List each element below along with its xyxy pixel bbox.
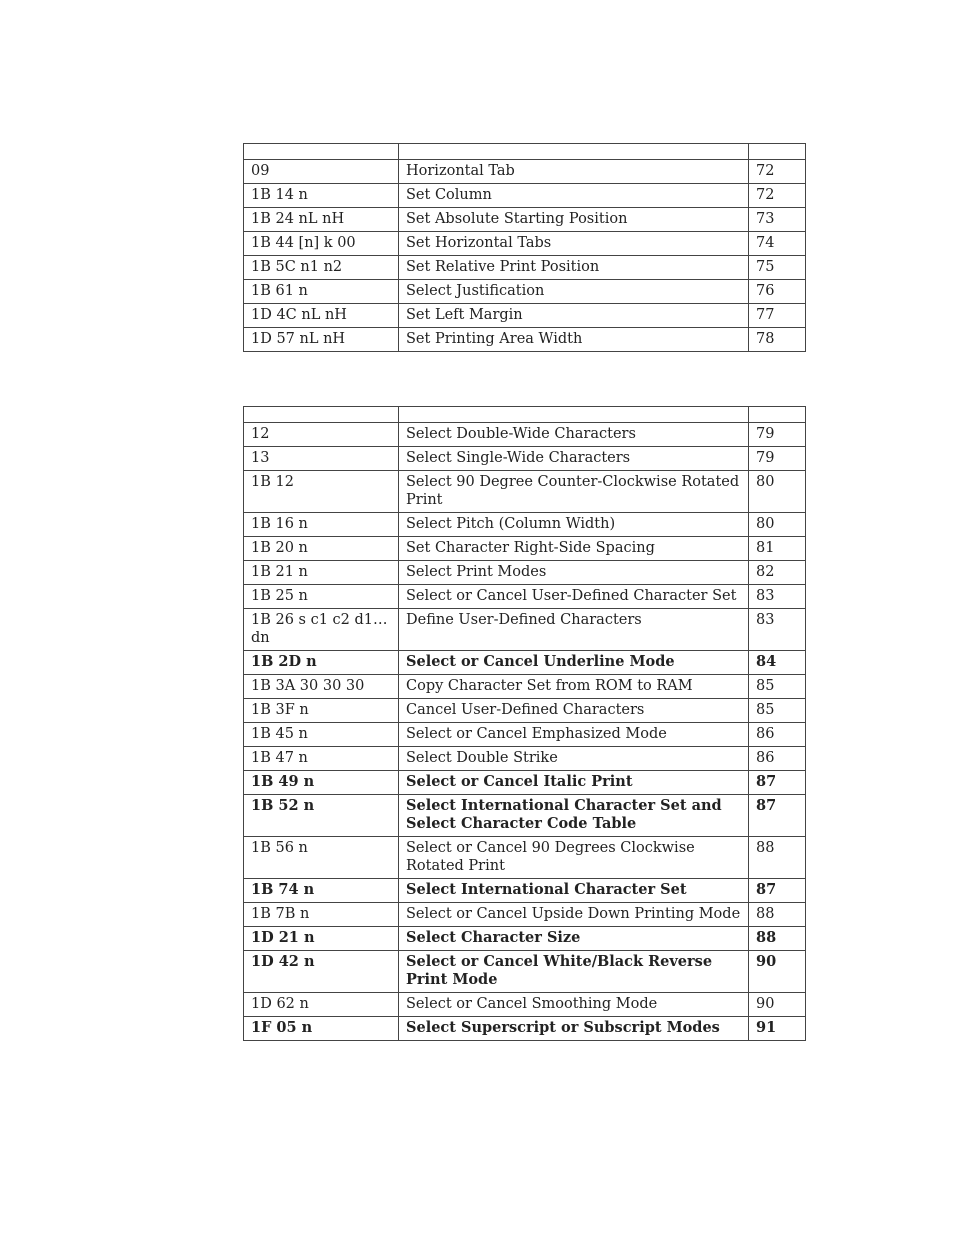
command-function-cell: Select Double-Wide Characters: [399, 423, 749, 447]
page-number-cell: 86: [749, 747, 806, 771]
table-header-row: [244, 407, 806, 423]
command-function-cell: Set Column: [399, 184, 749, 208]
command-function-cell: Select Superscript or Subscript Modes: [399, 1017, 749, 1041]
page-header: [749, 407, 806, 423]
command-function-cell: Select Justification: [399, 280, 749, 304]
page-number-cell: 87: [749, 771, 806, 795]
command-code-cell: 1B 49 n: [244, 771, 399, 795]
command-code-cell: 1B 3F n: [244, 699, 399, 723]
command-code-cell: 1B 45 n: [244, 723, 399, 747]
code-header: [244, 144, 399, 160]
command-code-cell: 1B 44 [n] k 00: [244, 232, 399, 256]
command-function-cell: Cancel User-Defined Characters: [399, 699, 749, 723]
function-header: [399, 144, 749, 160]
page-number-cell: 78: [749, 328, 806, 352]
command-code-cell: 1B 2D n: [244, 651, 399, 675]
page-number-cell: 80: [749, 513, 806, 537]
page-number-cell: 72: [749, 160, 806, 184]
table-row: [244, 771, 806, 795]
page-number-cell: 88: [749, 837, 806, 879]
table-row: [244, 903, 806, 927]
page-number-cell: 85: [749, 675, 806, 699]
page-number-cell: 75: [749, 256, 806, 280]
command-code-cell: 1B 26 s c1 c2 d1…dn: [244, 609, 399, 651]
command-function-cell: Select Double Strike: [399, 747, 749, 771]
command-code-cell: 13: [244, 447, 399, 471]
command-function-cell: Set Absolute Starting Position: [399, 208, 749, 232]
command-table-character: [243, 406, 806, 1041]
page-number-cell: 90: [749, 951, 806, 993]
command-function-cell: Select 90 Degree Counter-Clockwise Rotated Print: [399, 471, 749, 513]
table-row: [244, 951, 806, 993]
command-function-cell: Select Pitch (Column Width): [399, 513, 749, 537]
table-row: [244, 561, 806, 585]
command-code-cell: 1B 25 n: [244, 585, 399, 609]
table-row: [244, 585, 806, 609]
table-row: [244, 747, 806, 771]
command-code-cell: 1B 74 n: [244, 879, 399, 903]
command-function-cell: Select or Cancel Upside Down Printing Mode: [399, 903, 749, 927]
table-row: [244, 447, 806, 471]
table-row: [244, 232, 806, 256]
table-row: [244, 795, 806, 837]
table-row: [244, 423, 806, 447]
table-row: [244, 699, 806, 723]
page-number-cell: 84: [749, 651, 806, 675]
command-code-cell: 1B 5C n1 n2: [244, 256, 399, 280]
page-number-cell: 91: [749, 1017, 806, 1041]
page-number-cell: 79: [749, 447, 806, 471]
table-row: [244, 879, 806, 903]
command-function-cell: Set Relative Print Position: [399, 256, 749, 280]
command-function-cell: Select or Cancel Emphasized Mode: [399, 723, 749, 747]
command-function-cell: Select Character Size: [399, 927, 749, 951]
command-code-cell: 12: [244, 423, 399, 447]
command-code-cell: 1B 16 n: [244, 513, 399, 537]
command-code-cell: 1D 21 n: [244, 927, 399, 951]
table-row: [244, 537, 806, 561]
table-row: [244, 675, 806, 699]
table-row: [244, 256, 806, 280]
command-function-cell: Set Left Margin: [399, 304, 749, 328]
page-number-cell: 83: [749, 609, 806, 651]
command-code-cell: 1B 47 n: [244, 747, 399, 771]
command-code-cell: 1F 05 n: [244, 1017, 399, 1041]
table-row: [244, 208, 806, 232]
command-code-cell: 1D 62 n: [244, 993, 399, 1017]
command-function-cell: Select or Cancel Underline Mode: [399, 651, 749, 675]
command-code-cell: 1D 42 n: [244, 951, 399, 993]
page-number-cell: 85: [749, 699, 806, 723]
command-function-cell: Select International Character Set: [399, 879, 749, 903]
table-row: [244, 304, 806, 328]
page-header: [749, 144, 806, 160]
table-row: [244, 651, 806, 675]
command-function-cell: Select or Cancel 90 Degrees Clockwise Rotated Print: [399, 837, 749, 879]
page-number-cell: 73: [749, 208, 806, 232]
table-row: [244, 160, 806, 184]
table-row: [244, 328, 806, 352]
page-number-cell: 72: [749, 184, 806, 208]
command-code-cell: 1B 56 n: [244, 837, 399, 879]
command-code-cell: 1B 3A 30 30 30: [244, 675, 399, 699]
page-number-cell: 82: [749, 561, 806, 585]
table-row: [244, 471, 806, 513]
page-number-cell: 87: [749, 879, 806, 903]
command-function-cell: Select or Cancel Italic Print: [399, 771, 749, 795]
page-number-cell: 74: [749, 232, 806, 256]
command-code-cell: 1B 61 n: [244, 280, 399, 304]
command-code-cell: 09: [244, 160, 399, 184]
command-function-cell: Select International Character Set and Select Character Code Table: [399, 795, 749, 837]
page-number-cell: 76: [749, 280, 806, 304]
table-row: [244, 723, 806, 747]
page-number-cell: 88: [749, 903, 806, 927]
table-row: [244, 280, 806, 304]
command-code-cell: 1D 4C nL nH: [244, 304, 399, 328]
table-row: [244, 609, 806, 651]
page-number-cell: 90: [749, 993, 806, 1017]
command-function-cell: Set Character Right-Side Spacing: [399, 537, 749, 561]
table-row: [244, 184, 806, 208]
page-number-cell: 83: [749, 585, 806, 609]
page-number-cell: 77: [749, 304, 806, 328]
command-code-cell: 1B 7B n: [244, 903, 399, 927]
command-code-cell: 1D 57 nL nH: [244, 328, 399, 352]
page-number-cell: 79: [749, 423, 806, 447]
table-row: [244, 513, 806, 537]
command-code-cell: 1B 12: [244, 471, 399, 513]
table-row: [244, 993, 806, 1017]
table-row: [244, 837, 806, 879]
page-number-cell: 87: [749, 795, 806, 837]
command-function-cell: Select or Cancel User-Defined Character Set: [399, 585, 749, 609]
command-function-cell: Define User-Defined Characters: [399, 609, 749, 651]
page-number-cell: 88: [749, 927, 806, 951]
page-number-cell: 86: [749, 723, 806, 747]
function-header: [399, 407, 749, 423]
command-table-print-position: [243, 143, 806, 352]
table-header-row: [244, 144, 806, 160]
command-function-cell: Set Printing Area Width: [399, 328, 749, 352]
table-row: [244, 1017, 806, 1041]
command-function-cell: Select Single-Wide Characters: [399, 447, 749, 471]
command-code-cell: 1B 20 n: [244, 537, 399, 561]
page-number-cell: 80: [749, 471, 806, 513]
command-code-cell: 1B 21 n: [244, 561, 399, 585]
command-function-cell: Select Print Modes: [399, 561, 749, 585]
command-function-cell: Set Horizontal Tabs: [399, 232, 749, 256]
page-number-cell: 81: [749, 537, 806, 561]
command-function-cell: Select or Cancel White/Black Reverse Print Mode: [399, 951, 749, 993]
command-function-cell: Horizontal Tab: [399, 160, 749, 184]
command-function-cell: Copy Character Set from ROM to RAM: [399, 675, 749, 699]
command-function-cell: Select or Cancel Smoothing Mode: [399, 993, 749, 1017]
table-row: [244, 927, 806, 951]
command-code-cell: 1B 52 n: [244, 795, 399, 837]
code-header: [244, 407, 399, 423]
command-code-cell: 1B 14 n: [244, 184, 399, 208]
command-code-cell: 1B 24 nL nH: [244, 208, 399, 232]
